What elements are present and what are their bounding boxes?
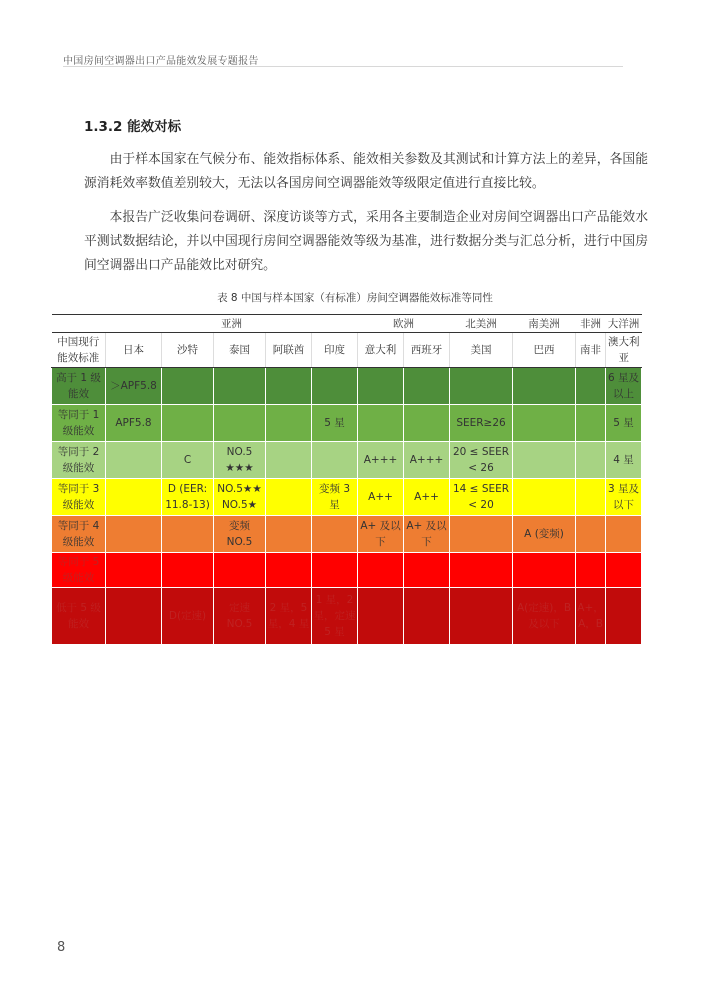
row-label: 等同于 2 级能效 bbox=[52, 442, 106, 479]
table-cell bbox=[106, 588, 162, 645]
row-label: 等同于 5 级能效 bbox=[52, 553, 106, 588]
column-header: 澳大利亚 bbox=[606, 333, 642, 368]
table-cell bbox=[450, 588, 513, 645]
table-cell: 变频 NO.5 bbox=[214, 516, 266, 553]
region-asia: 亚洲 bbox=[106, 315, 358, 333]
table-cell bbox=[162, 368, 214, 405]
table-cell: 5 星 bbox=[312, 405, 358, 442]
page-number: 8 bbox=[57, 940, 66, 955]
efficiency-equivalence-table bbox=[51, 314, 642, 645]
table-cell bbox=[404, 553, 450, 588]
table-cell bbox=[106, 442, 162, 479]
section-heading: 1.3.2 能效对标 bbox=[84, 119, 182, 135]
table-cell bbox=[266, 368, 312, 405]
table-cell bbox=[214, 368, 266, 405]
table-cell: A (变频) bbox=[513, 516, 576, 553]
table-cell: NO.5 ★★★ bbox=[214, 442, 266, 479]
column-header: 阿联酋 bbox=[266, 333, 312, 368]
table-cell bbox=[404, 588, 450, 645]
column-header: 泰国 bbox=[214, 333, 266, 368]
region-header-row bbox=[52, 315, 642, 333]
table-cell bbox=[513, 442, 576, 479]
table-cell bbox=[450, 553, 513, 588]
table-cell: 定速 NO.5 bbox=[214, 588, 266, 645]
body-paragraph-2: 本报告广泛收集问卷调研、深度访谈等方式，采用各主要制造企业对房间空调器出口产品能效水平测试数据结论，并以中国现行房间空调器能效等级为基准，进行数据分类与汇总分析，进行中国房间空调器出口产品能效比对研究。 bbox=[84, 210, 648, 273]
region-africa: 非洲 bbox=[576, 315, 606, 333]
table-cell: 5 星 bbox=[606, 405, 642, 442]
table-row-grade-4 bbox=[52, 516, 642, 553]
column-header: 巴西 bbox=[513, 333, 576, 368]
table-cell bbox=[576, 442, 606, 479]
table-row-grade-3 bbox=[52, 479, 642, 516]
table-cell bbox=[450, 516, 513, 553]
table-cell bbox=[513, 479, 576, 516]
table-cell bbox=[358, 368, 404, 405]
table-cell bbox=[266, 516, 312, 553]
table-cell bbox=[162, 405, 214, 442]
table-cell bbox=[106, 479, 162, 516]
table-cell: 6 星及以上 bbox=[606, 368, 642, 405]
column-header: 南非 bbox=[576, 333, 606, 368]
body-paragraph-1: 由于样本国家在气候分布、能效指标体系、能效相关参数及其测试和计算方法上的差异，各国能源消耗效率数值差别较大，无法以各国房间空调器能效等级限定值进行直接比较。 bbox=[84, 152, 648, 191]
table-cell: ＞APF5.8 bbox=[106, 368, 162, 405]
row-label: 低于 5 级能效 bbox=[52, 588, 106, 645]
column-header: 日本 bbox=[106, 333, 162, 368]
table-row-grade-5 bbox=[52, 553, 642, 588]
table-cell bbox=[266, 442, 312, 479]
table-cell: APF5.8 bbox=[106, 405, 162, 442]
table-caption: 表 8 中国与样本国家（有标准）房间空调器能效标准等同性 bbox=[217, 292, 493, 304]
row-label: 等同于 4 级能效 bbox=[52, 516, 106, 553]
region-europe: 欧洲 bbox=[358, 315, 450, 333]
column-header: 印度 bbox=[312, 333, 358, 368]
table-cell: SEER≥26 bbox=[450, 405, 513, 442]
table-cell: A+ 及以下 bbox=[404, 516, 450, 553]
table-cell bbox=[576, 516, 606, 553]
table-cell bbox=[358, 553, 404, 588]
region-blank bbox=[52, 315, 106, 333]
table-cell: A+，A，B bbox=[576, 588, 606, 645]
region-south-america: 南美洲 bbox=[513, 315, 576, 333]
country-header-row bbox=[52, 333, 642, 368]
table-cell: C bbox=[162, 442, 214, 479]
table-cell: NO.5★★ NO.5★ bbox=[214, 479, 266, 516]
table-cell bbox=[214, 553, 266, 588]
column-header: 美国 bbox=[450, 333, 513, 368]
table-cell bbox=[358, 405, 404, 442]
table-cell bbox=[214, 405, 266, 442]
column-header: 沙特 bbox=[162, 333, 214, 368]
row-label: 等同于 3 级能效 bbox=[52, 479, 106, 516]
table-cell bbox=[576, 553, 606, 588]
table-cell: 14 ≤ SEER < 20 bbox=[450, 479, 513, 516]
table-cell: 4 星 bbox=[606, 442, 642, 479]
column-header: 中国现行能效标准 bbox=[52, 333, 106, 368]
table-row-grade-2 bbox=[52, 442, 642, 479]
table-cell: 2 星，5 星，4 星 bbox=[266, 588, 312, 645]
table-cell: D(定速) bbox=[162, 588, 214, 645]
table-cell: 3 星及以下 bbox=[606, 479, 642, 516]
table-cell bbox=[404, 405, 450, 442]
column-header: 意大利 bbox=[358, 333, 404, 368]
row-label: 等同于 1 级能效 bbox=[52, 405, 106, 442]
table-cell bbox=[576, 479, 606, 516]
table-cell bbox=[606, 588, 642, 645]
table-cell bbox=[312, 368, 358, 405]
table-cell bbox=[106, 553, 162, 588]
table-cell: D (EER: 11.8-13) bbox=[162, 479, 214, 516]
table-cell bbox=[576, 368, 606, 405]
table-cell: 1 星，2 星，定速 5 星 bbox=[312, 588, 358, 645]
table-cell bbox=[266, 479, 312, 516]
table-cell bbox=[606, 553, 642, 588]
table-cell bbox=[404, 368, 450, 405]
table-cell: A+ 及以下 bbox=[358, 516, 404, 553]
table-cell bbox=[312, 553, 358, 588]
table-cell bbox=[106, 516, 162, 553]
table-cell: 20 ≤ SEER < 26 bbox=[450, 442, 513, 479]
table-cell: A++ bbox=[404, 479, 450, 516]
table-cell bbox=[513, 553, 576, 588]
table-cell bbox=[576, 405, 606, 442]
table-cell bbox=[162, 553, 214, 588]
table-row-above-grade-1 bbox=[52, 368, 642, 405]
table-cell: A(定速)，B 及以下 bbox=[513, 588, 576, 645]
table-cell bbox=[450, 368, 513, 405]
table-cell bbox=[266, 553, 312, 588]
table-cell bbox=[312, 516, 358, 553]
table-cell bbox=[162, 516, 214, 553]
table-cell: A++ bbox=[358, 479, 404, 516]
table-cell: 变频 3 星 bbox=[312, 479, 358, 516]
table-row-below-grade-5 bbox=[52, 588, 642, 645]
table-cell: A+++ bbox=[358, 442, 404, 479]
table-row-grade-1 bbox=[52, 405, 642, 442]
running-header: 中国房间空调器出口产品能效发展专题报告 bbox=[63, 56, 259, 67]
table-cell bbox=[513, 405, 576, 442]
table-cell: A+++ bbox=[404, 442, 450, 479]
region-north-america: 北美洲 bbox=[450, 315, 513, 333]
row-label: 高于 1 级能效 bbox=[52, 368, 106, 405]
column-header: 西班牙 bbox=[404, 333, 450, 368]
table-cell bbox=[312, 442, 358, 479]
table-cell bbox=[358, 588, 404, 645]
header-divider bbox=[63, 66, 623, 67]
region-oceania: 大洋洲 bbox=[606, 315, 642, 333]
table-cell bbox=[513, 368, 576, 405]
table-cell bbox=[266, 405, 312, 442]
table-cell bbox=[606, 516, 642, 553]
